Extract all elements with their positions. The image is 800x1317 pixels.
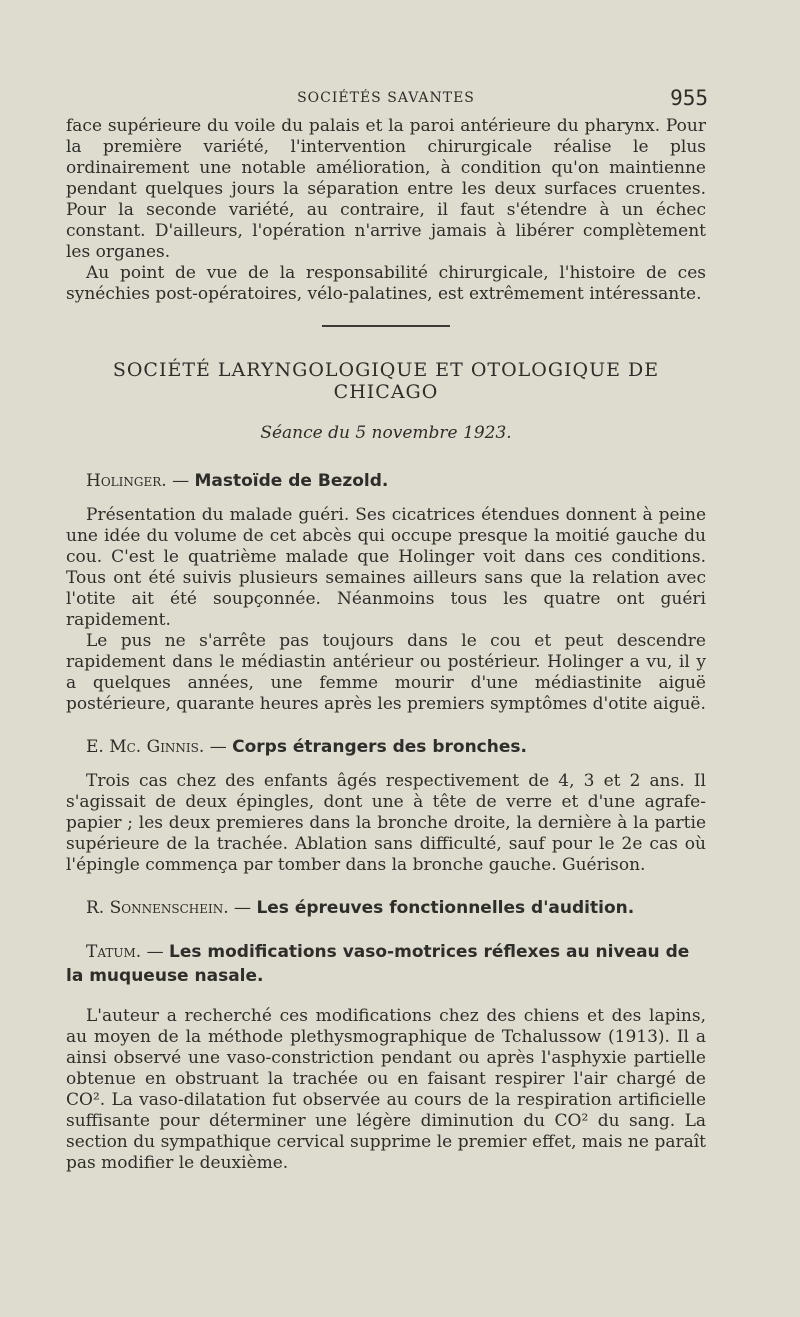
communication-entry — [66, 735, 706, 876]
communication-entry — [66, 896, 706, 920]
entry-paragraph: L'auteur a recherché ces modifications chez des chiens et des lapins, au moyen de la méthode plethysmographique de Tchalussow (1913). Il a ainsi observé une vaso-constriction pendant ou après l'asphyxie partielle obtenue en obstruant la trachée ou en faisant respirer l'air chargé de CO². La vaso-dilatation fut observée au cours de la respiration artificielle suffisante pour déterminer une légère diminution du CO² du sang. La section du sympathique cervical supprime le premier effet, mais ne paraît pas modifier le deuxième. — [66, 1006, 706, 1173]
entry-title: Les modifications vaso-motrices réflexes au niveau de la muqueuse nasale. — [66, 942, 690, 986]
entry-author: Tatum. — [86, 942, 142, 962]
entry-author: E. Mc. Ginnis. — [86, 737, 205, 757]
entry-heading — [66, 735, 706, 759]
entry-title: Les épreuves fonctionnelles d'audition. — [256, 898, 635, 918]
communication-entry — [66, 469, 706, 715]
session-date: Séance du 5 novembre 1923. — [260, 423, 512, 443]
entry-title: Mastoïde de Bezold. — [194, 471, 389, 491]
society-heading: SOCIÉTÉ LARYNGOLOGIQUE ET OTOLOGIQUE DE CHICAGO — [112, 359, 660, 403]
entry-heading — [66, 940, 706, 988]
entry-title: Corps étrangers des bronches. — [232, 737, 527, 757]
entry-heading — [66, 469, 706, 493]
entry-paragraph: Trois cas chez des enfants âgés respectivement de 4, 3 et 2 ans. Il s'agissait de deux épingles, dont une à tête de verre et d'une agrafe-papier ; les deux premieres dans la bronche droite, la dernière à la partie supérieure de la trachée. Ablation sans difficulté, sauf pour le 2e cas où l'épingle commença par tomber dans la bronche gauche. Guérison. — [66, 771, 706, 875]
entry-author: R. Sonnenschein. — [86, 898, 229, 918]
running-head — [66, 86, 706, 116]
entry-dash: — — [209, 737, 227, 757]
entry-dash: — — [146, 942, 164, 962]
entry-dash: — — [234, 898, 252, 918]
intro-paragraph: face supérieure du voile du palais et la paroi antérieure du pharynx. Pour la première variété, l'intervention chirurgicale réalise le plus ordinairement une notable amélioration, à condition qu'on maintienne pendant quelques jours la séparation entre les deux surfaces cruentes. Pour la seconde variété, au contraire, il faut s'étendre à un échec constant. D'ailleurs, l'opération n'arrive jamais à libérer complètement les organes. — [66, 116, 706, 262]
entry-paragraph: Présentation du malade guéri. Ses cicatrices étendues donnent à peine une idée du volume de cet abcès qui occupe presque la moitié gauche du cou. C'est le quatrième malade que Holinger voit dans ces conditions. Tous ont été suivis plusieurs semaines ailleurs sans que la relation avec l'otite ait été soupçonnée. Néanmoins tous les quatre ont guéri rapidement. — [66, 505, 706, 630]
page-number: 955 — [670, 86, 708, 110]
communication-entry — [66, 940, 706, 1174]
intro-paragraph: Au point de vue de la responsabilité chirurgicale, l'histoire de ces synéchies post-opératoires, vélo-palatines, est extrêmement intéressante. — [66, 263, 706, 304]
entry-paragraph: Le pus ne s'arrête pas toujours dans le cou et peut descendre rapidement dans le médiastin antérieur ou postérieur. Holinger a vu, il y a quelques années, une femme mourir d'une médiastinite aiguë postérieure, quarante heures après les premiers symptômes d'otite aiguë. — [66, 631, 706, 714]
entry-heading — [66, 896, 706, 920]
section-divider — [322, 325, 450, 327]
page-content — [66, 86, 706, 1174]
running-title: SOCIÉTÉS SAVANTES — [297, 90, 475, 106]
entry-author: Holinger. — [86, 471, 167, 491]
entry-dash: — — [172, 471, 190, 491]
